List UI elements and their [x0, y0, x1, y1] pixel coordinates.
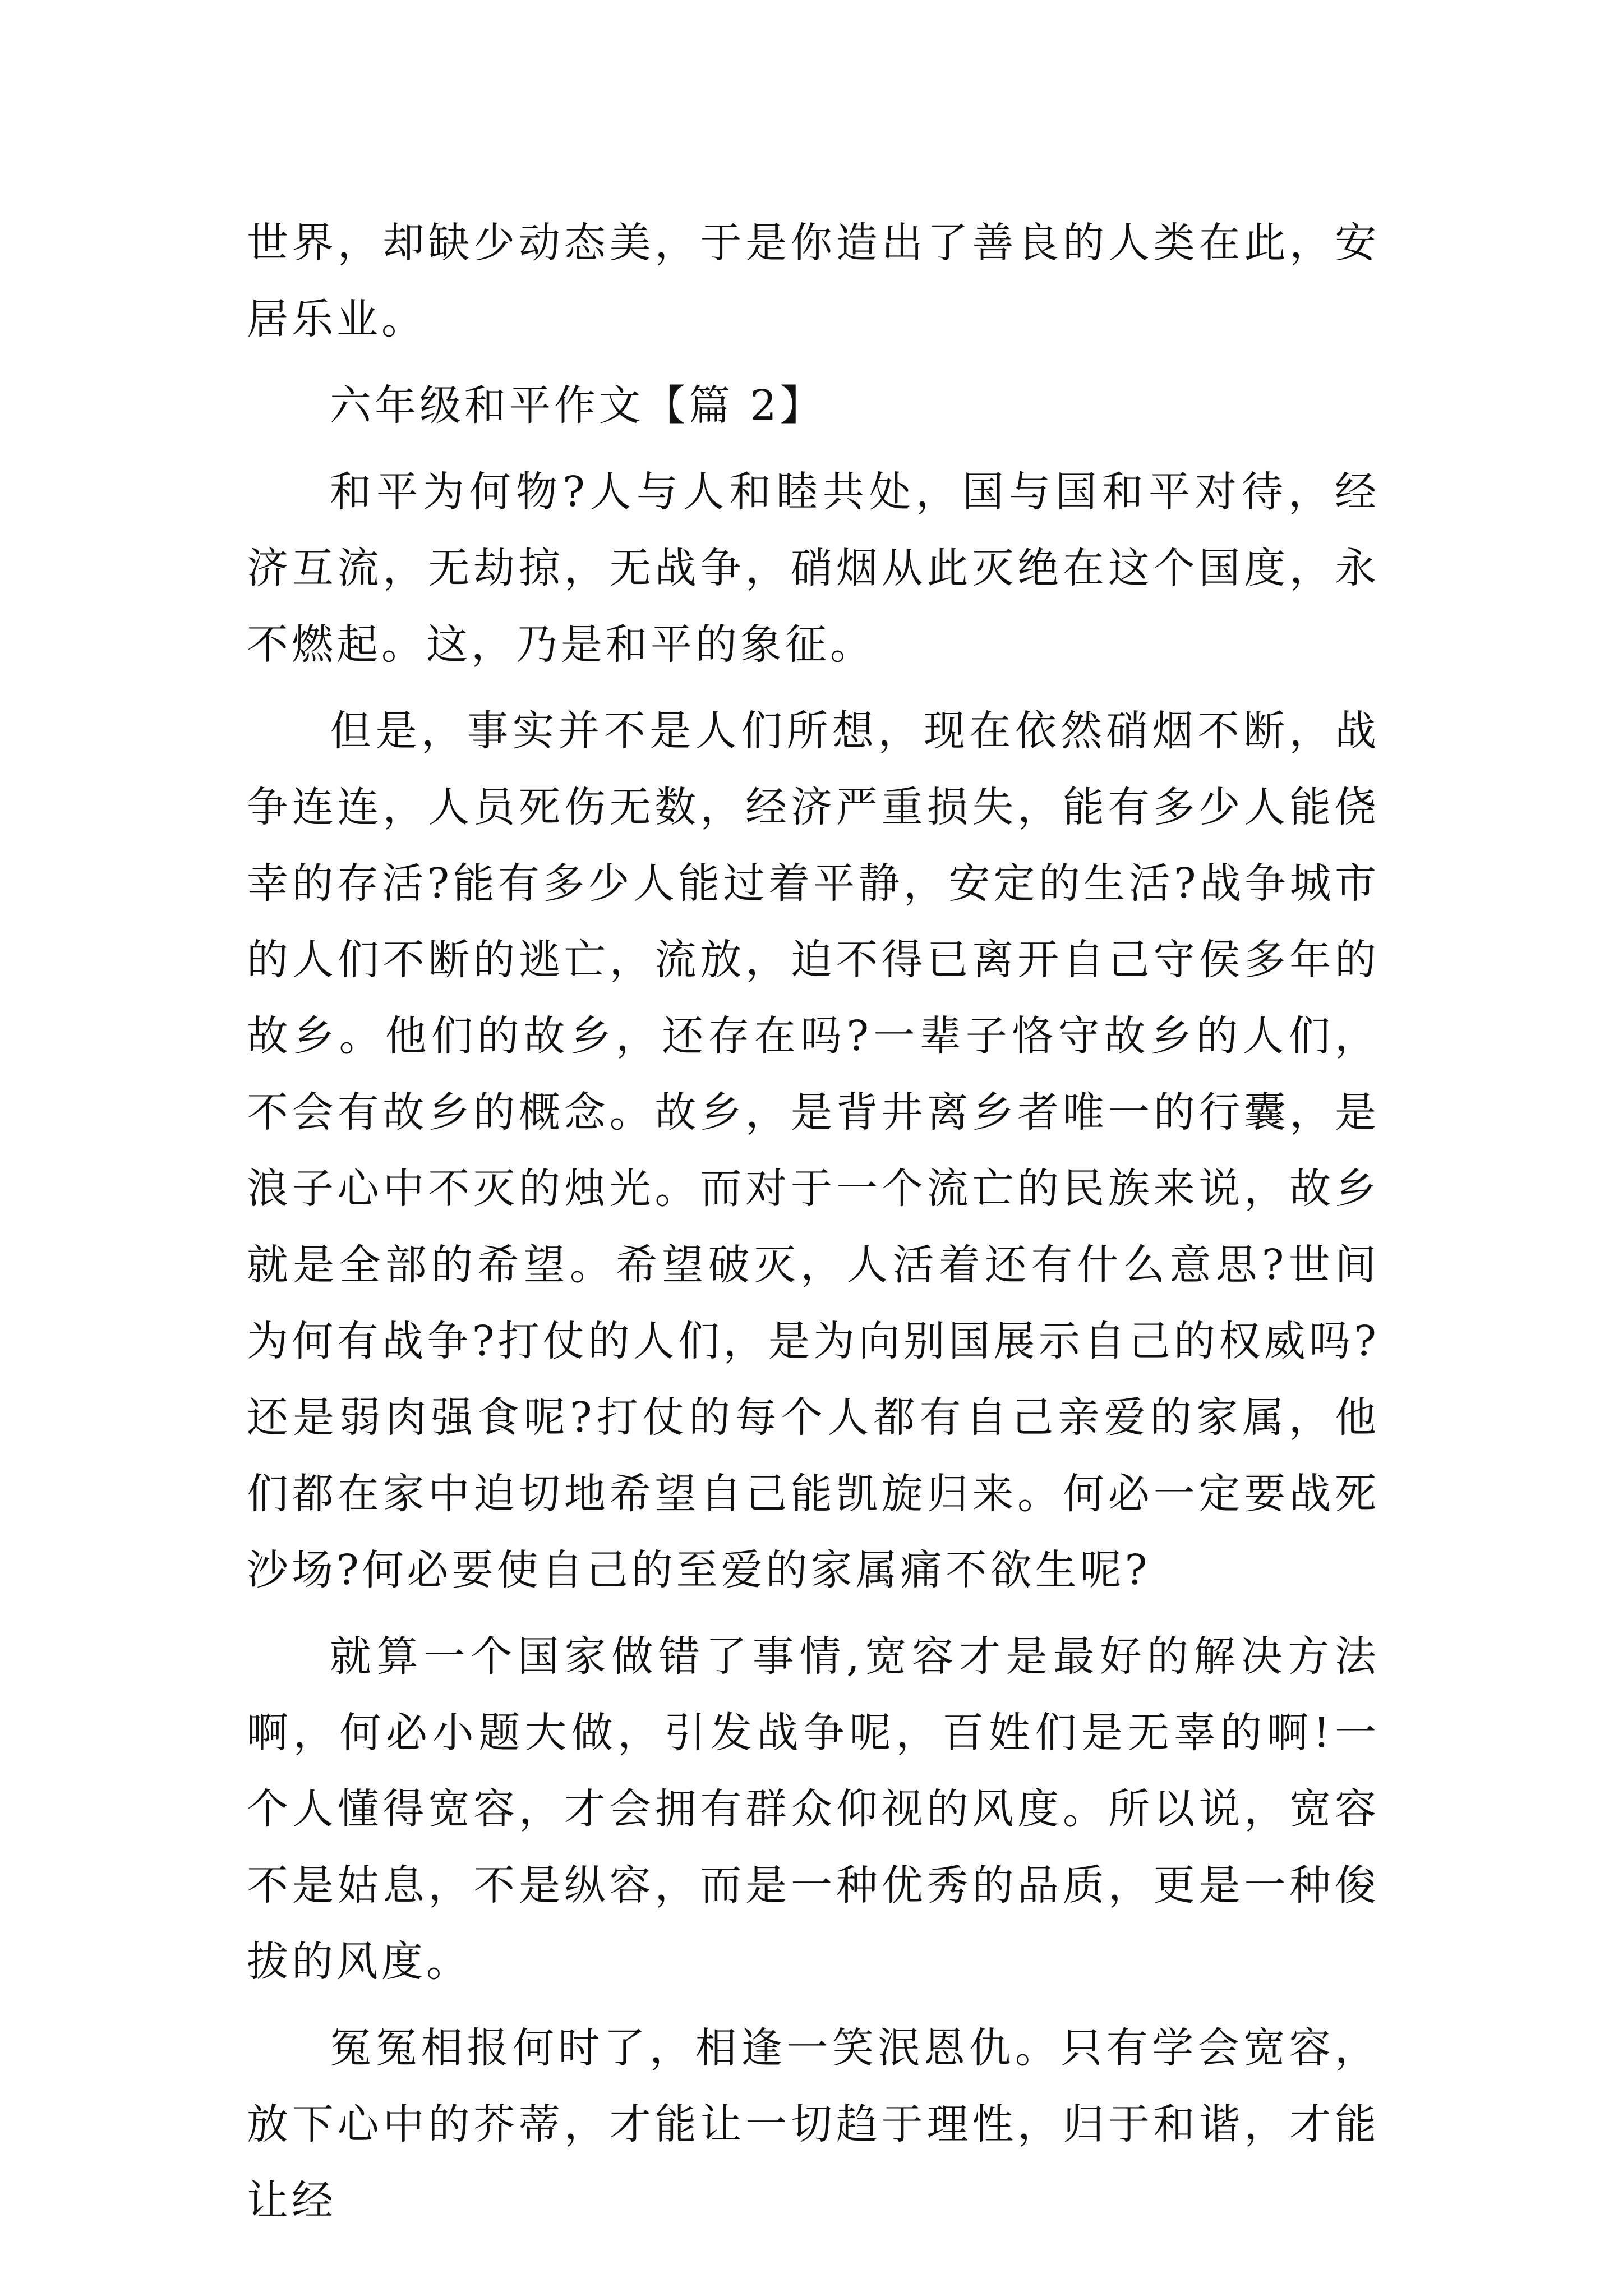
section-heading: 六年级和平作文【篇 2】 [330, 381, 825, 430]
paragraph: 但是，事实并不是人们所想，现在依然硝烟不断，战争连连，人员死伤无数，经济严重损失，能有多少人能侥幸的存活?能有多少人能过着平静，安定的生活?战争城市的人们不断的逃亡，流放，迫不得已离开自己守侯多年的故乡。他们的故乡，还存在吗?一辈子恪守故乡的人们，不会有故乡的概念。故乡，是背井离乡者唯一的行囊，是浪子心中不灭的烛光。而对于一个流亡的民族来说，故乡就是全部的希望。希望破灭，人活着还有什么意思?世间为何有战争?打仗的人们，是为向别国展示自己的权威吗?还是弱肉强食呢?打仗的每个人都有自己亲爱的家属，他们都在家中迫切地希望自己能凯旋归来。何必一定要战死沙场?何必要使自己的至爱的家属痛不欲生呢? [247, 707, 1380, 1594]
paragraph: 和平为何物?人与人和睦共处，国与国和平对待，经济互流，无劫掠，无战争，硝烟从此灭绝在这个国度，永不燃起。这，乃是和平的象征。 [247, 468, 1380, 669]
document-body [247, 205, 1380, 2239]
paragraph: 冤冤相报何时了，相逢一笑泯恩仇。只有学会宽容，放下心中的芥蒂，才能让一切趋于理性，归于和谐，才能让经 [247, 2024, 1380, 2225]
paragraph: 就算一个国家做错了事情,宽容才是最好的解决方法啊，何必小题大做，引发战争呢，百姓们是无辜的啊!一个人懂得宽容，才会拥有群众仰视的风度。所以说，宽容不是姑息，不是纵容，而是一种优秀的品质，更是一种俊拔的风度。 [247, 1632, 1380, 1986]
paragraph-continuation: 世界，却缺少动态美，于是你造出了善良的人类在此，安居乐业。 [247, 219, 1380, 343]
